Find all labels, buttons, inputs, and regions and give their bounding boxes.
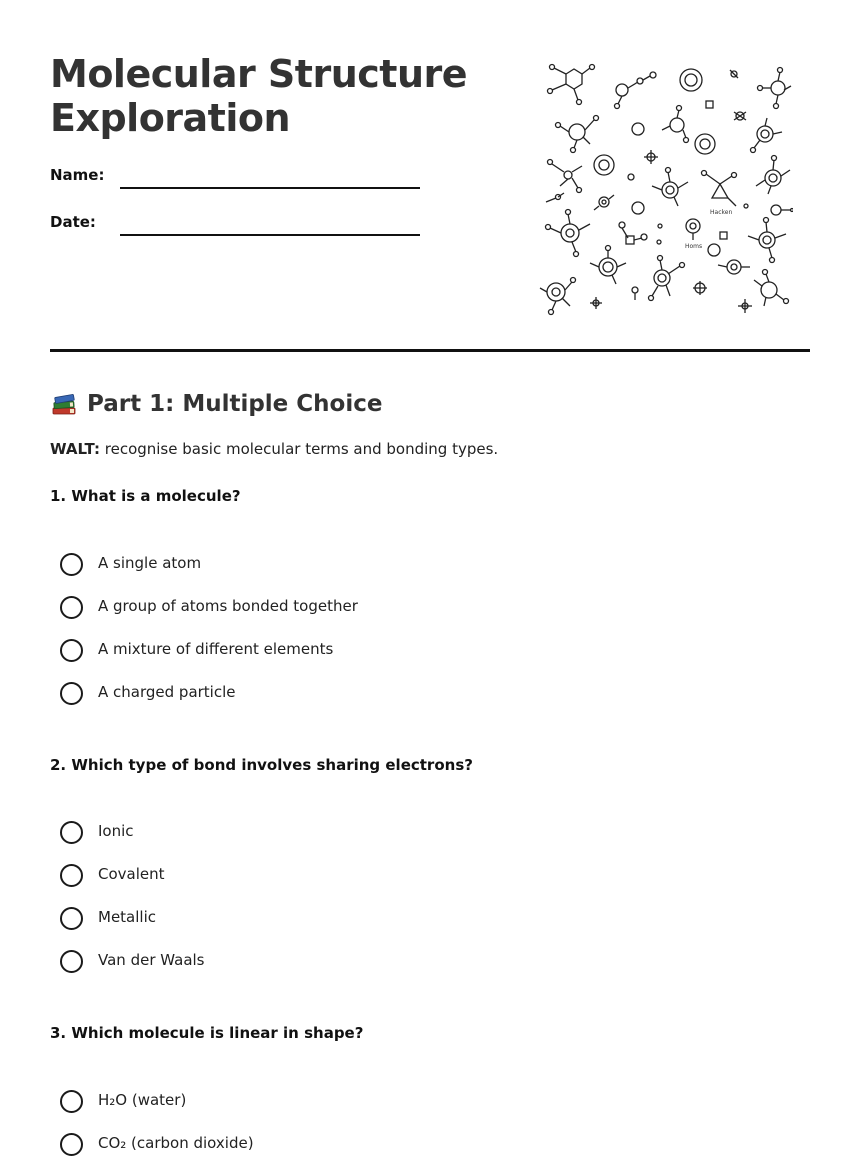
radio-button[interactable] (60, 682, 83, 705)
option-label: CO₂ (carbon dioxide) (98, 1134, 254, 1152)
option-label: A charged particle (98, 683, 236, 701)
option-label: Van der Waals (98, 951, 205, 969)
option-label: A mixture of different elements (98, 640, 334, 658)
radio-button[interactable] (60, 553, 83, 576)
walt-text: recognise basic molecular terms and bonding types. (104, 440, 499, 458)
radio-button[interactable] (60, 1133, 83, 1156)
name-label: Name: (50, 166, 105, 184)
option-label: Ionic (98, 822, 134, 840)
date-label: Date: (50, 213, 96, 231)
question-1: 1. What is a molecule? (50, 487, 241, 505)
radio-button[interactable] (60, 821, 83, 844)
name-blank-line[interactable] (120, 187, 420, 189)
section-title-text: Part 1: Multiple Choice (87, 391, 383, 417)
question-3: 3. Which molecule is linear in shape? (50, 1024, 364, 1042)
radio-button[interactable] (60, 639, 83, 662)
worksheet-header (50, 0, 810, 352)
option-label: A group of atoms bonded together (98, 597, 358, 615)
radio-button[interactable] (60, 950, 83, 973)
walt-label: WALT: (50, 440, 100, 458)
walt-statement (50, 440, 498, 458)
molecule-doodles-icon (538, 60, 793, 320)
date-field-row (50, 209, 470, 239)
option-label: H₂O (water) (98, 1091, 187, 1109)
name-field-row (50, 162, 470, 192)
option-label: Covalent (98, 865, 165, 883)
radio-button[interactable] (60, 596, 83, 619)
doodle-label-hacken: Hacken (710, 209, 733, 216)
books-icon (50, 390, 78, 418)
option-label: Metallic (98, 908, 156, 926)
header-divider (50, 349, 810, 352)
doodle-label-homs: Homs (685, 243, 703, 250)
section-heading (50, 388, 382, 420)
option-label: A single atom (98, 554, 202, 572)
radio-button[interactable] (60, 1090, 83, 1113)
question-2: 2. Which type of bond involves sharing electrons? (50, 756, 473, 774)
page-title: Molecular Structure Exploration (50, 52, 468, 140)
date-blank-line[interactable] (120, 234, 420, 236)
radio-button[interactable] (60, 907, 83, 930)
radio-button[interactable] (60, 864, 83, 887)
worksheet-page (50, 0, 810, 1161)
